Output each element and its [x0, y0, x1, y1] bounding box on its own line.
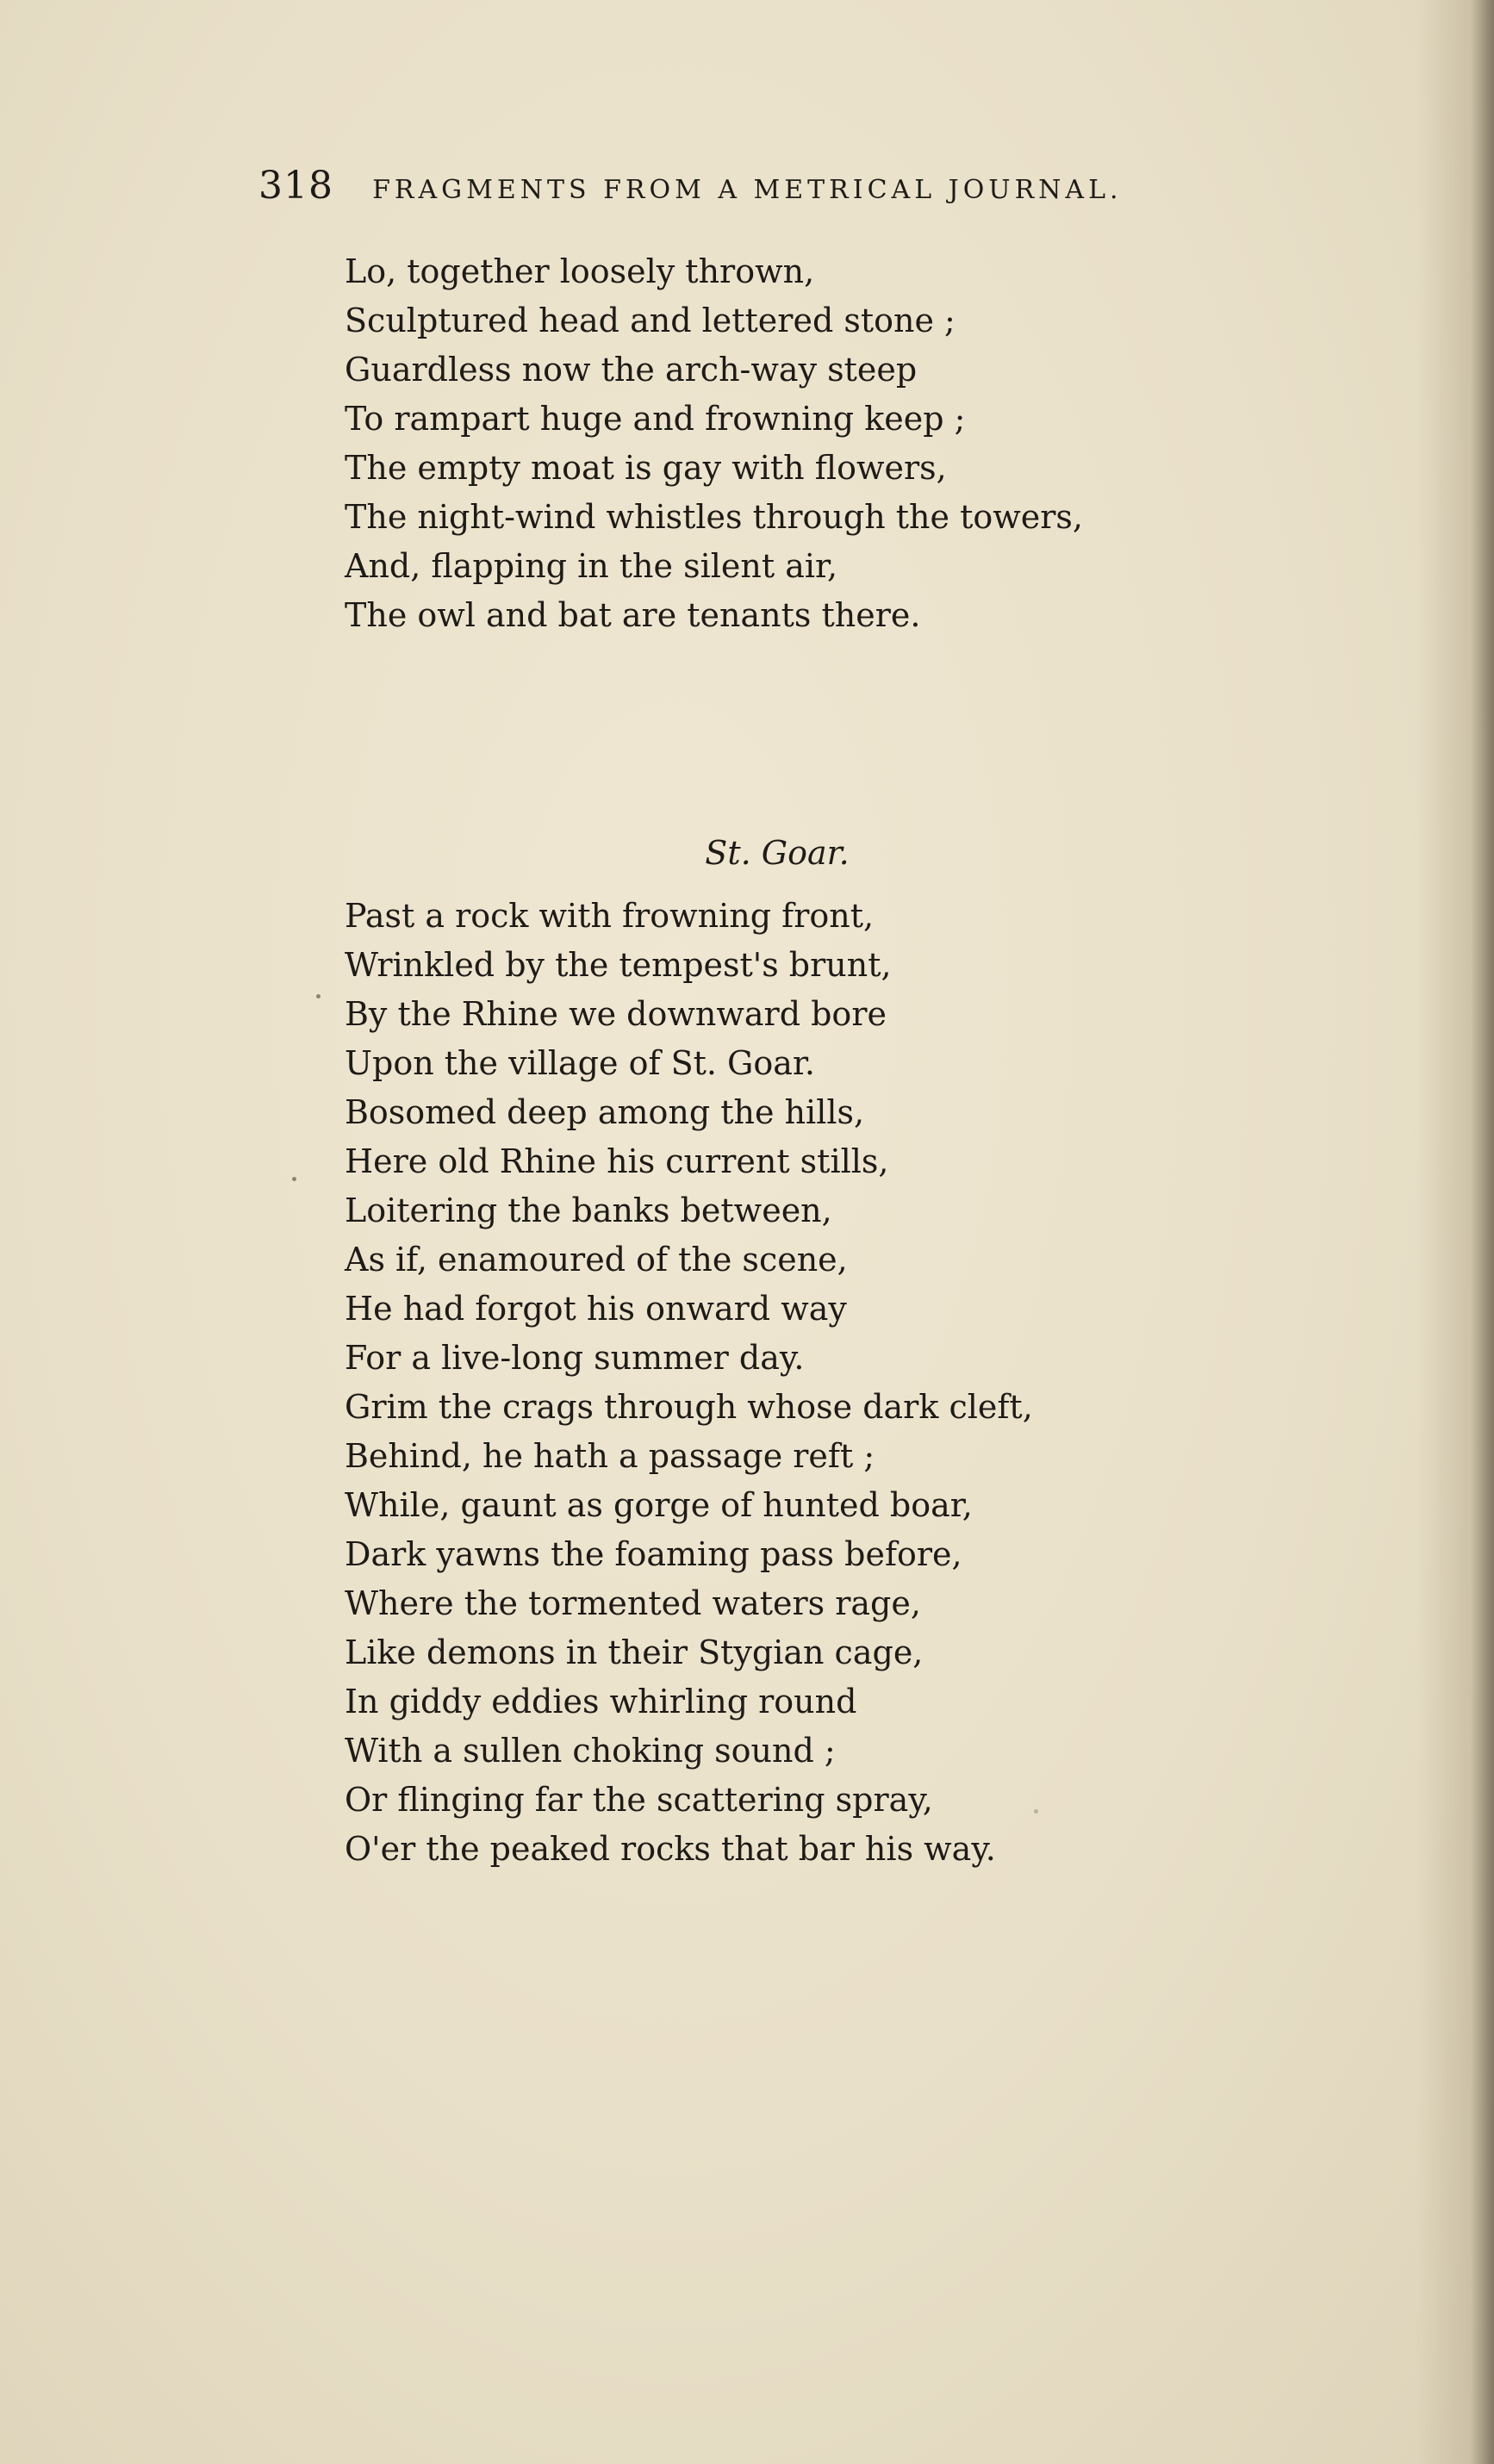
verse-line: The owl and bat are tenants there. — [345, 596, 921, 634]
verse-line: Dark yawns the foaming pass before, — [345, 1535, 962, 1573]
verse-line: Where the tormented waters rage, — [345, 1584, 921, 1622]
section-title: St. Goar. — [705, 834, 850, 872]
verse-line: O'er the peaked rocks that bar his way. — [345, 1830, 996, 1868]
page-number: 318 — [258, 164, 333, 208]
verse-line: Loitering the banks between, — [345, 1192, 832, 1229]
verse-line: The empty moat is gay with flowers, — [345, 449, 947, 487]
running-head-title: FRAGMENTS FROM A METRICAL JOURNAL. — [372, 175, 1123, 205]
verse-line: Wrinkled by the tempest's brunt, — [345, 946, 892, 984]
verse-line: Lo, together loosely thrown, — [345, 252, 815, 290]
verse-line: By the Rhine we downward bore — [345, 995, 887, 1033]
verse-line: While, gaunt as gorge of hunted boar, — [345, 1486, 973, 1524]
running-head — [258, 164, 1292, 215]
verse-line: In giddy eddies whirling round — [345, 1683, 857, 1720]
verse-line: Past a rock with frowning front, — [345, 897, 875, 935]
verse-line: To rampart huge and frowning keep ; — [345, 400, 966, 438]
paper-speck — [316, 994, 321, 999]
verse-line: He had forgot his onward way — [345, 1290, 847, 1328]
verse-line: Guardless now the arch-way steep — [345, 351, 918, 389]
verse-line: As if, enamoured of the scene, — [345, 1241, 848, 1279]
verse-line: With a sullen choking sound ; — [345, 1732, 836, 1770]
verse-line: Like demons in their Stygian cage, — [345, 1633, 924, 1671]
paper-speck — [292, 1177, 296, 1181]
verse-line: The night-wind whistles through the towers, — [345, 498, 1083, 536]
verse-line: Behind, he hath a passage reft ; — [345, 1437, 875, 1475]
verse-line: Sculptured head and lettered stone ; — [345, 302, 956, 339]
verse-line: Bosomed deep among the hills, — [345, 1093, 865, 1131]
verse-line: Upon the village of St. Goar. — [345, 1044, 816, 1082]
stanza-2 — [345, 892, 1379, 1874]
verse-line: Grim the crags through whose dark cleft, — [345, 1388, 1033, 1426]
verse-line: Here old Rhine his current stills, — [345, 1142, 889, 1180]
paper-speck — [1034, 1809, 1038, 1814]
page-edge-shadow — [1416, 0, 1494, 2464]
verse-line: For a live-long summer day. — [345, 1339, 805, 1377]
verse-line: Or flinging far the scattering spray, — [345, 1781, 933, 1819]
stanza-1 — [345, 247, 1379, 640]
verse-line: And, flapping in the silent air, — [345, 547, 838, 585]
